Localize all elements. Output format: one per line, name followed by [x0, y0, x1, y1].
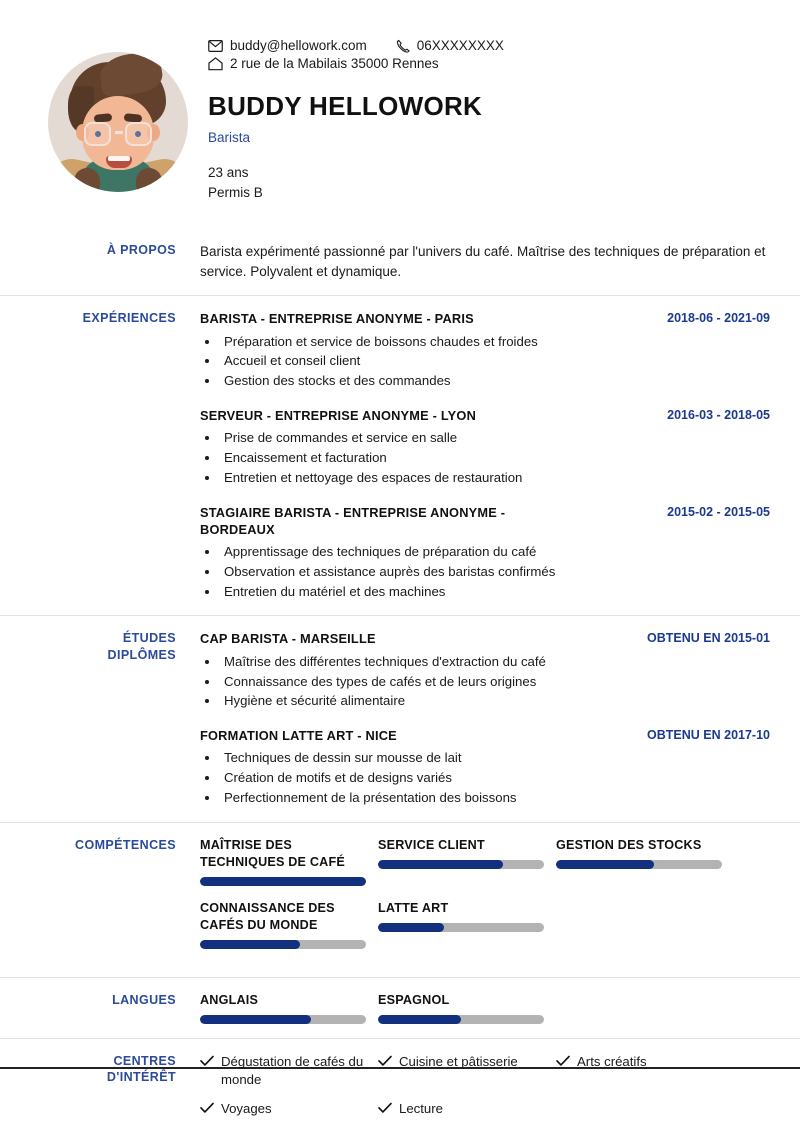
- section-label-line1: ÉTUDES: [122, 631, 176, 646]
- experience-entry: [200, 504, 770, 602]
- interest-label: Voyages: [221, 1101, 272, 1117]
- bullet-item: • Observation et assistance auprès des baristas confirmés: [220, 562, 770, 582]
- interest-label: Dégustation de cafés du monde: [221, 1053, 364, 1087]
- skill-bar: [378, 860, 544, 869]
- bullet-item: • Connaissance des types de cafés et de leurs origines: [220, 672, 770, 692]
- language-label: ESPAGNOL: [378, 992, 450, 1007]
- avatar-glasses-bridge: [115, 131, 123, 134]
- avatar-arm-right: [136, 168, 162, 192]
- skill-bar: [200, 877, 366, 886]
- bullet-item: • Techniques de dessin sur mousse de lait: [220, 748, 770, 768]
- interests-grid: [200, 1053, 770, 1120]
- phone-icon: [396, 39, 410, 53]
- language-bar-fill: [200, 1015, 311, 1024]
- interest-item: [378, 1053, 556, 1089]
- skill-label: LATTE ART: [378, 900, 449, 915]
- interest-item: [200, 1053, 378, 1089]
- cv-header: [0, 0, 800, 202]
- entry-bullets: [200, 542, 770, 601]
- avatar-glasses-right: [125, 122, 152, 146]
- interest-label: Cuisine et pâtisserie: [399, 1053, 518, 1069]
- skill-label: MAÎTRISE DES TECHNIQUES DE CAFÉ: [200, 837, 345, 869]
- section-about: [0, 228, 800, 295]
- section-experience: [0, 295, 800, 615]
- about-body: [200, 228, 770, 295]
- address-text: 2 rue de la Mabilais 35000 Rennes: [230, 56, 439, 71]
- skill-item: [200, 837, 378, 886]
- experience-entry: [200, 407, 770, 488]
- bullet-item: • Accueil et conseil client: [220, 351, 770, 371]
- bullet-item: • Préparation et service de boissons chaudes et froides: [220, 332, 770, 352]
- section-label-line2: DIPLÔMES: [107, 647, 176, 662]
- entry-title: SERVEUR - ENTREPRISE ANONYME - LYON: [200, 407, 477, 423]
- section-label-line1: CENTRES: [113, 1053, 176, 1068]
- section-interests: [0, 1038, 800, 1133]
- skill-label: GESTION DES STOCKS: [556, 837, 702, 852]
- language-label: ANGLAIS: [200, 992, 259, 1007]
- contact-row-address: [208, 56, 770, 71]
- skill-bar: [556, 860, 722, 869]
- skill-item: [378, 900, 556, 949]
- education-entry: [200, 727, 770, 808]
- bullet-item: • Perfectionnement de la présentation des boissons: [220, 788, 770, 808]
- about-text: Barista expérimenté passionné par l'univers du café. Maîtrise des techniques de préparation et service. Polyvalent et dynamique.: [200, 244, 766, 279]
- section-label-interests: [30, 1039, 200, 1133]
- interest-label: Lecture: [399, 1101, 443, 1117]
- entry-date: OBTENU EN 2017-10: [647, 728, 770, 743]
- avatar: [48, 52, 188, 192]
- email-text: buddy@hellowork.com: [230, 38, 367, 53]
- entry-date: 2016-03 - 2018-05: [667, 407, 770, 422]
- experience-body: [200, 296, 770, 615]
- entry-title: FORMATION LATTE ART - NICE: [200, 728, 397, 744]
- entry-bullets: [200, 748, 770, 807]
- section-label-languages: LANGUES: [112, 992, 176, 1007]
- section-label-experience: EXPÉRIENCES: [82, 311, 176, 326]
- check-icon: [378, 1100, 392, 1119]
- entry-header: [200, 310, 770, 327]
- education-entry: [200, 630, 770, 711]
- contact-row-primary: [208, 38, 770, 53]
- language-bar: [200, 1015, 366, 1024]
- interest-item: [556, 1053, 734, 1089]
- section-skills: [0, 822, 800, 977]
- section-languages: [0, 977, 800, 1038]
- bullet-item: • Maîtrise des différentes techniques d'extraction du café: [220, 652, 770, 672]
- bullet-item: • Gestion des stocks et des commandes: [220, 371, 770, 391]
- bullet-item: • Hygiène et sécurité alimentaire: [220, 691, 770, 711]
- entry-bullets: [200, 652, 770, 711]
- skill-bar-fill: [378, 860, 503, 869]
- bullet-item: • Prise de commandes et service en salle: [220, 428, 770, 448]
- entry-header: [200, 630, 770, 647]
- entry-date: 2018-06 - 2021-09: [667, 311, 770, 326]
- bullet-item: • Apprentissage des techniques de préparation du café: [220, 542, 770, 562]
- skill-bar-fill: [378, 923, 444, 932]
- section-label-education: [30, 616, 200, 821]
- license-text: Permis B: [208, 184, 263, 200]
- entry-date: 2015-02 - 2015-05: [667, 504, 770, 519]
- skill-label: CONNAISSANCE DES CAFÉS DU MONDE: [200, 900, 335, 932]
- languages-grid: [200, 992, 770, 1024]
- interest-label: Arts créatifs: [577, 1053, 647, 1069]
- entry-date: OBTENU EN 2015-01: [647, 631, 770, 646]
- bullet-item: • Entretien et nettoyage des espaces de restauration: [220, 468, 770, 488]
- education-body: [200, 616, 770, 821]
- bullet-item: • Entretien du matériel et des machines: [220, 582, 770, 602]
- skill-item: [200, 900, 378, 949]
- skills-grid: [200, 837, 770, 963]
- entry-title: BARISTA - ENTREPRISE ANONYME - PARIS: [200, 311, 474, 327]
- entry-header: [200, 407, 770, 424]
- envelope-icon: [208, 40, 223, 52]
- phone-text: 06XXXXXXXX: [416, 38, 504, 53]
- language-item: [378, 992, 556, 1024]
- language-item: [200, 992, 378, 1024]
- entry-title: CAP BARISTA - MARSEILLE: [200, 631, 376, 647]
- interests-body: [200, 1039, 770, 1133]
- interest-item: [378, 1100, 556, 1119]
- bullet-item: • Création de motifs et de designs variés: [220, 768, 770, 788]
- job-title: Barista: [208, 130, 251, 145]
- avatar-mouth: [106, 156, 132, 168]
- entry-bullets: [200, 332, 770, 391]
- language-bar: [378, 1015, 544, 1024]
- header-details: [200, 30, 770, 202]
- avatar-arm-left: [74, 168, 100, 192]
- skill-item: [556, 837, 734, 886]
- skill-label: SERVICE CLIENT: [378, 837, 485, 852]
- experience-entry: [200, 310, 770, 391]
- entry-title: STAGIAIRE BARISTA - ENTREPRISE ANONYME - BORDEAUX: [200, 504, 506, 537]
- section-label-skills: COMPÉTENCES: [75, 837, 176, 852]
- age-text: 23 ans: [208, 165, 249, 180]
- entry-bullets: [200, 428, 770, 487]
- language-bar-fill: [378, 1015, 461, 1024]
- avatar-teeth: [108, 156, 130, 161]
- skill-bar: [378, 923, 544, 932]
- entry-header: [200, 504, 770, 539]
- skill-bar-fill: [200, 877, 366, 886]
- skill-bar-fill: [556, 860, 654, 869]
- section-education: [0, 615, 800, 821]
- skill-bar: [200, 940, 366, 949]
- skill-bar-fill: [200, 940, 300, 949]
- check-icon: [200, 1100, 214, 1119]
- interest-item: [200, 1100, 378, 1119]
- section-label-about: À PROPOS: [106, 243, 176, 258]
- entry-header: [200, 727, 770, 744]
- avatar-column: [30, 30, 200, 202]
- bullet-item: • Encaissement et facturation: [220, 448, 770, 468]
- section-label-line2: D'INTÉRÊT: [106, 1070, 176, 1085]
- languages-body: [200, 978, 770, 1038]
- home-icon: [208, 57, 223, 71]
- skill-item: [378, 837, 556, 886]
- page-title: BUDDY HELLOWORK: [208, 91, 483, 121]
- skills-body: [200, 823, 770, 977]
- avatar-glasses-left: [84, 122, 111, 146]
